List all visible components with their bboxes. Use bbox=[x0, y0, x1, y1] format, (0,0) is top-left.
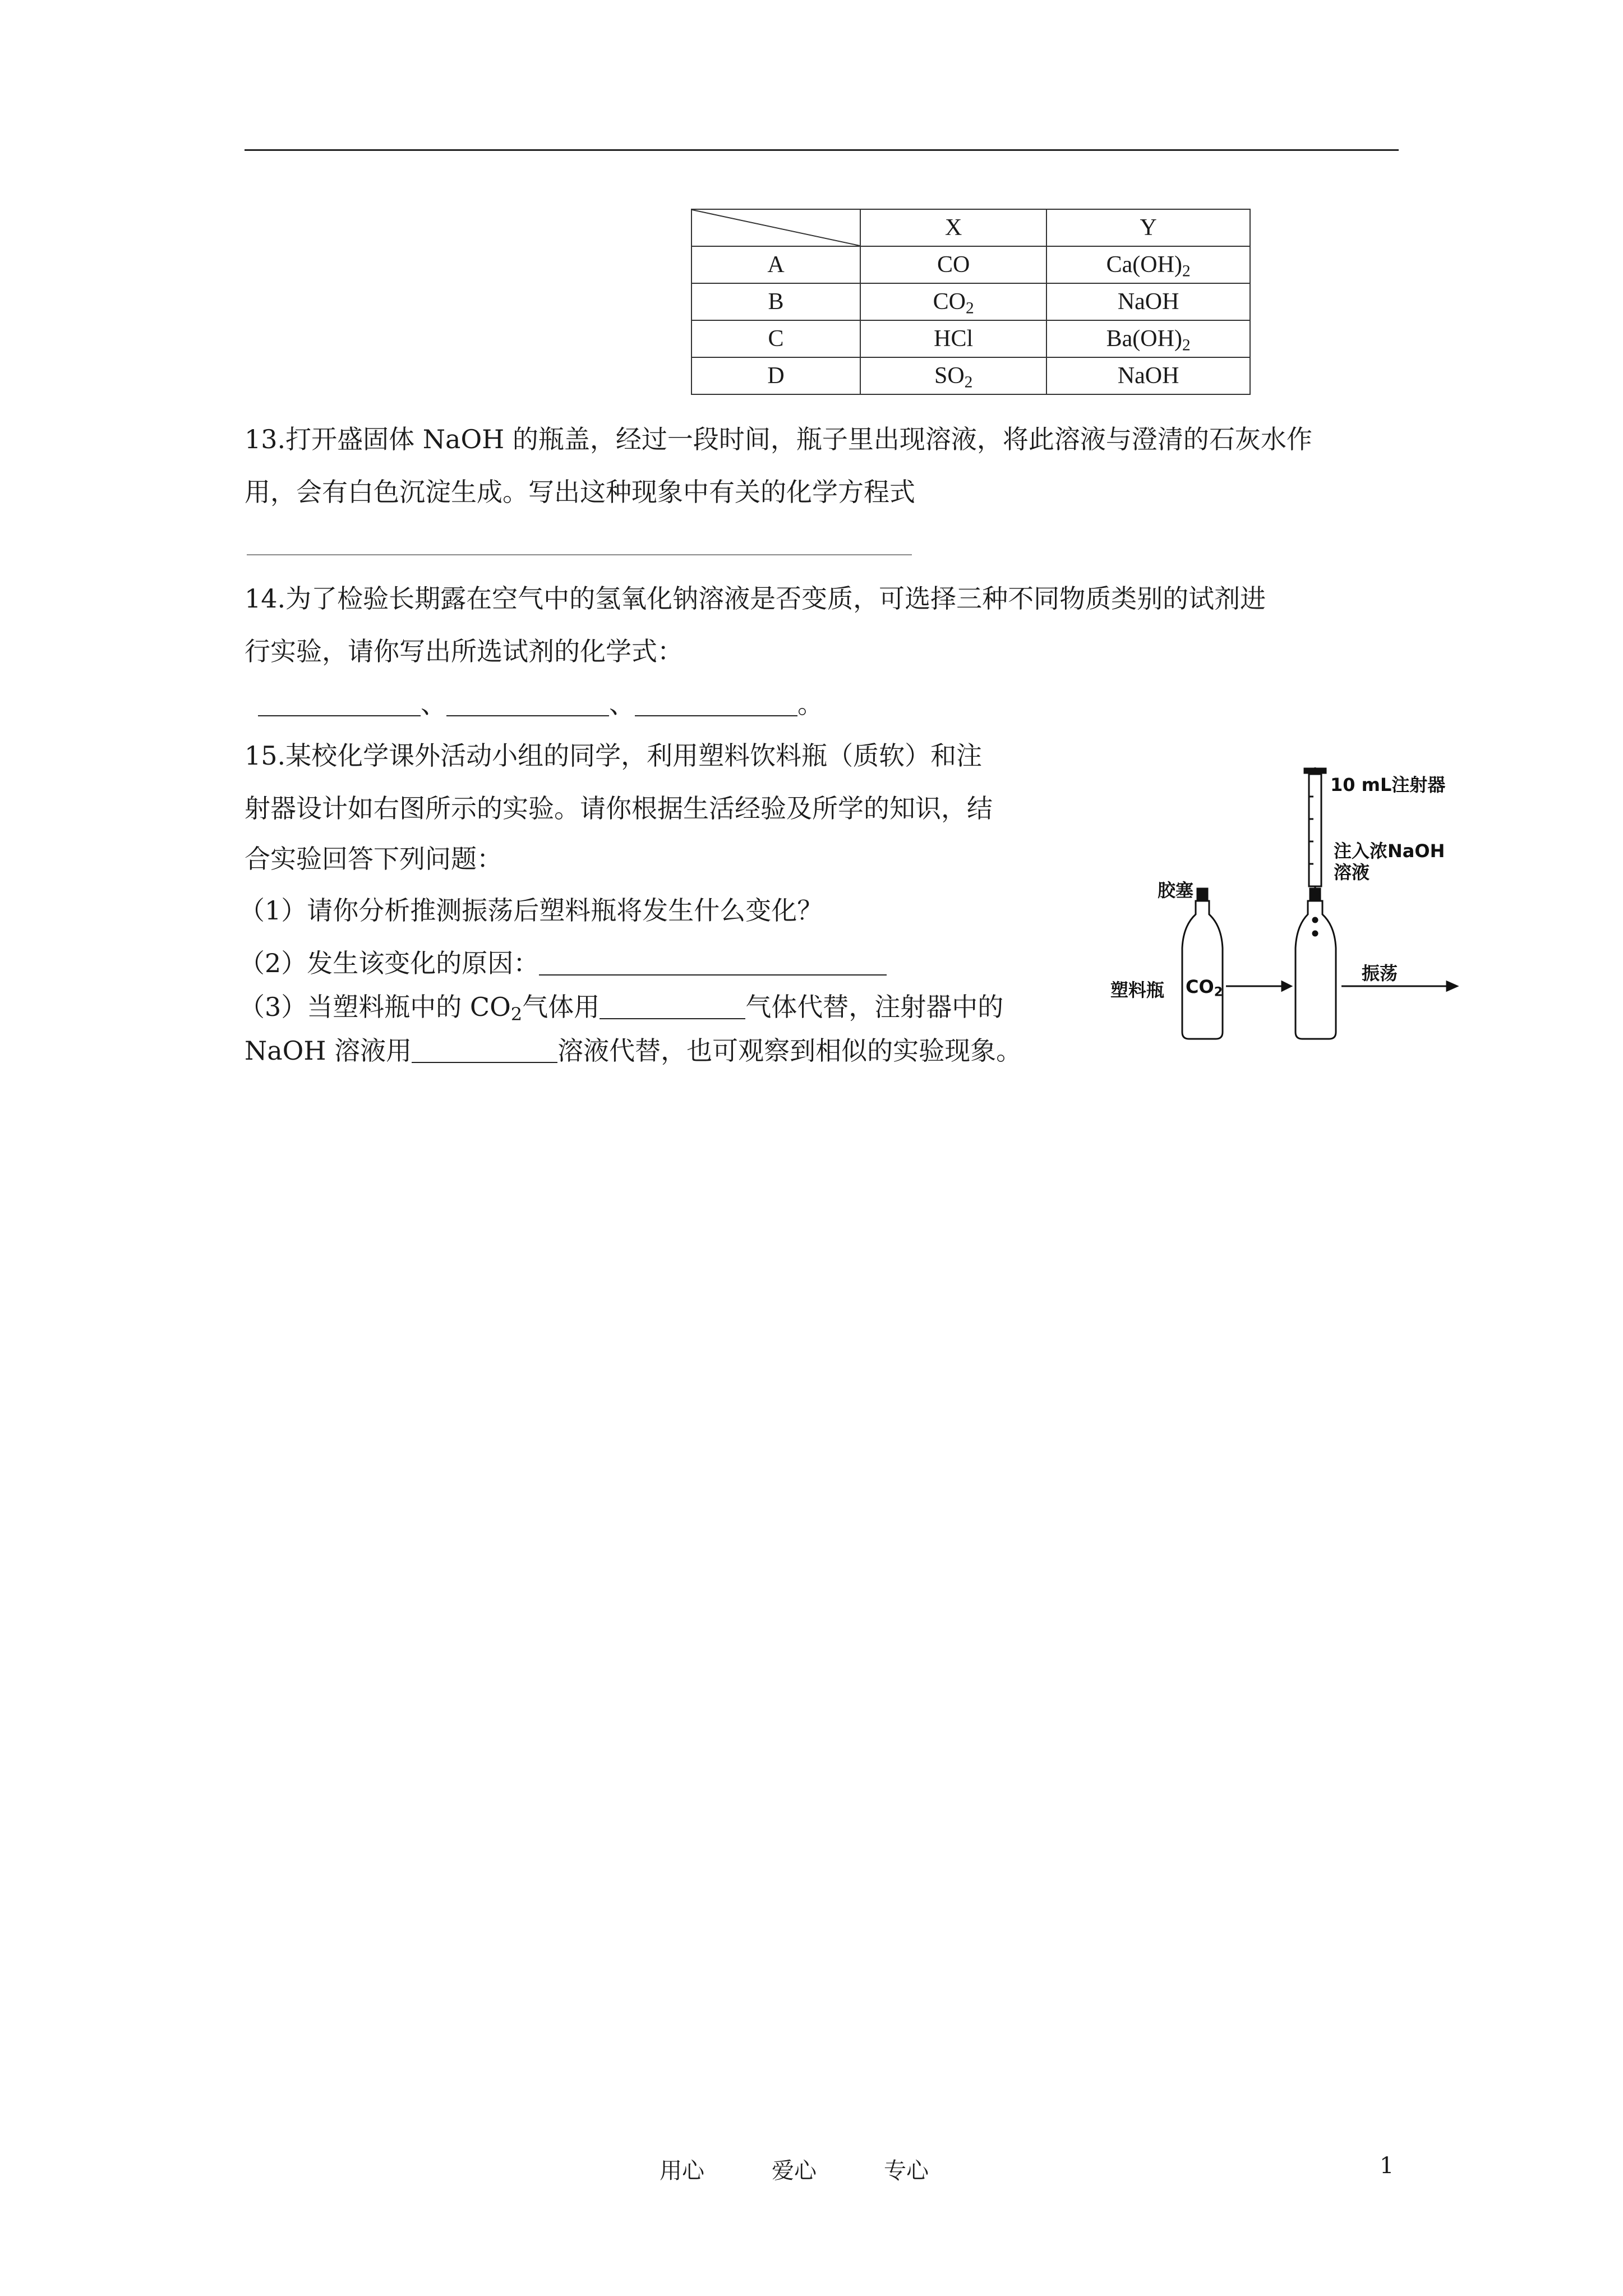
q15-line1: 15.某校化学课外活动小组的同学，利用塑料饮料瓶（质软）和注 bbox=[245, 740, 983, 771]
page-number: 1 bbox=[1380, 2153, 1394, 2179]
arrow-2 bbox=[1341, 982, 1457, 991]
q13-line2: 用，会有白色沉淀生成。写出这种现象中有关的化学方程式 bbox=[245, 477, 915, 507]
table-row bbox=[691, 246, 1250, 283]
row-label: D bbox=[691, 357, 860, 394]
q15-sub3: （3）当塑料瓶中的 $CO_2$气体用 气体代替，注射器中的 bbox=[239, 992, 1004, 1025]
right-bottle bbox=[1295, 889, 1336, 1039]
shake-label: 振荡 bbox=[1362, 963, 1398, 984]
header-y: Y bbox=[1046, 209, 1250, 246]
footer-left: 用心 bbox=[660, 2158, 704, 2184]
row-x: $CO_2$ bbox=[860, 283, 1046, 320]
q14-blanks: 、 、 。 bbox=[258, 678, 823, 730]
q15-line3: 合实验回答下列问题： bbox=[245, 844, 502, 874]
left-bottle bbox=[1182, 889, 1223, 1039]
row-label: B bbox=[691, 283, 860, 320]
stopper-label: 胶塞 bbox=[1158, 880, 1194, 901]
row-x: CO bbox=[860, 246, 1046, 283]
diagonal-header-cell bbox=[691, 209, 860, 246]
table-header-row bbox=[691, 209, 1250, 246]
header-rule bbox=[245, 149, 1399, 151]
q15-blank-reason[interactable] bbox=[539, 952, 887, 976]
q14-line1: 14.为了检验长期露在空气中的氢氧化钠溶液是否变质，可选择三种不同物质类别的试剂进 bbox=[245, 583, 1266, 614]
q14-blank-3[interactable] bbox=[635, 693, 797, 716]
experiment-figure bbox=[1110, 752, 1469, 1043]
table-row bbox=[691, 283, 1250, 320]
row-y: NaOH bbox=[1046, 357, 1250, 394]
q15-blank-solution[interactable] bbox=[412, 1039, 557, 1063]
q15-sub2: （2）发生该变化的原因： bbox=[239, 937, 887, 990]
inject-label-1: 注入浓NaOH bbox=[1334, 840, 1445, 862]
q15-sub3-cont: NaOH 溶液用 溶液代替，也可观察到相似的实验现象。 bbox=[245, 1036, 1022, 1066]
q15-line2: 射器设计如右图所示的实验。请你根据生活经验及所学的知识，结 bbox=[245, 793, 993, 823]
row-y: $Ba(OH)_2$ bbox=[1046, 320, 1250, 357]
options-table bbox=[691, 209, 1251, 395]
bottle-label: 塑料瓶 bbox=[1110, 979, 1165, 1001]
row-label: A bbox=[691, 246, 860, 283]
q14-blank-2[interactable] bbox=[446, 693, 609, 716]
inject-label-2: 溶液 bbox=[1334, 862, 1370, 883]
gas-label: $CO_2$ bbox=[1186, 976, 1223, 1000]
q13-line1: 13.打开盛固体 NaOH 的瓶盖，经过一段时间，瓶子里出现溶液，将此溶液与澄清的石灰水作 bbox=[245, 424, 1312, 454]
q14-line2: 行实验，请你写出所选试剂的化学式： bbox=[245, 636, 683, 666]
row-x: HCl bbox=[860, 320, 1046, 357]
q14-blank-1[interactable] bbox=[258, 693, 421, 716]
arrow-1 bbox=[1226, 982, 1291, 991]
row-y: NaOH bbox=[1046, 283, 1250, 320]
footer-mid: 爱心 bbox=[772, 2158, 817, 2184]
table-row bbox=[691, 320, 1250, 357]
q15-blank-gas[interactable] bbox=[600, 996, 745, 1019]
syringe-icon bbox=[1304, 767, 1326, 900]
table-row bbox=[691, 357, 1250, 394]
q15-sub1: （1）请你分析推测振荡后塑料瓶将发生什么变化？ bbox=[239, 895, 823, 926]
header-x: X bbox=[860, 209, 1046, 246]
row-y: $Ca(OH)_2$ bbox=[1046, 246, 1250, 283]
row-label: C bbox=[691, 320, 860, 357]
footer-right: 专心 bbox=[884, 2158, 929, 2184]
syringe-label: 10 mL注射器 bbox=[1330, 774, 1446, 795]
row-x: $SO_2$ bbox=[860, 357, 1046, 394]
q13-answer-line[interactable] bbox=[247, 554, 912, 555]
